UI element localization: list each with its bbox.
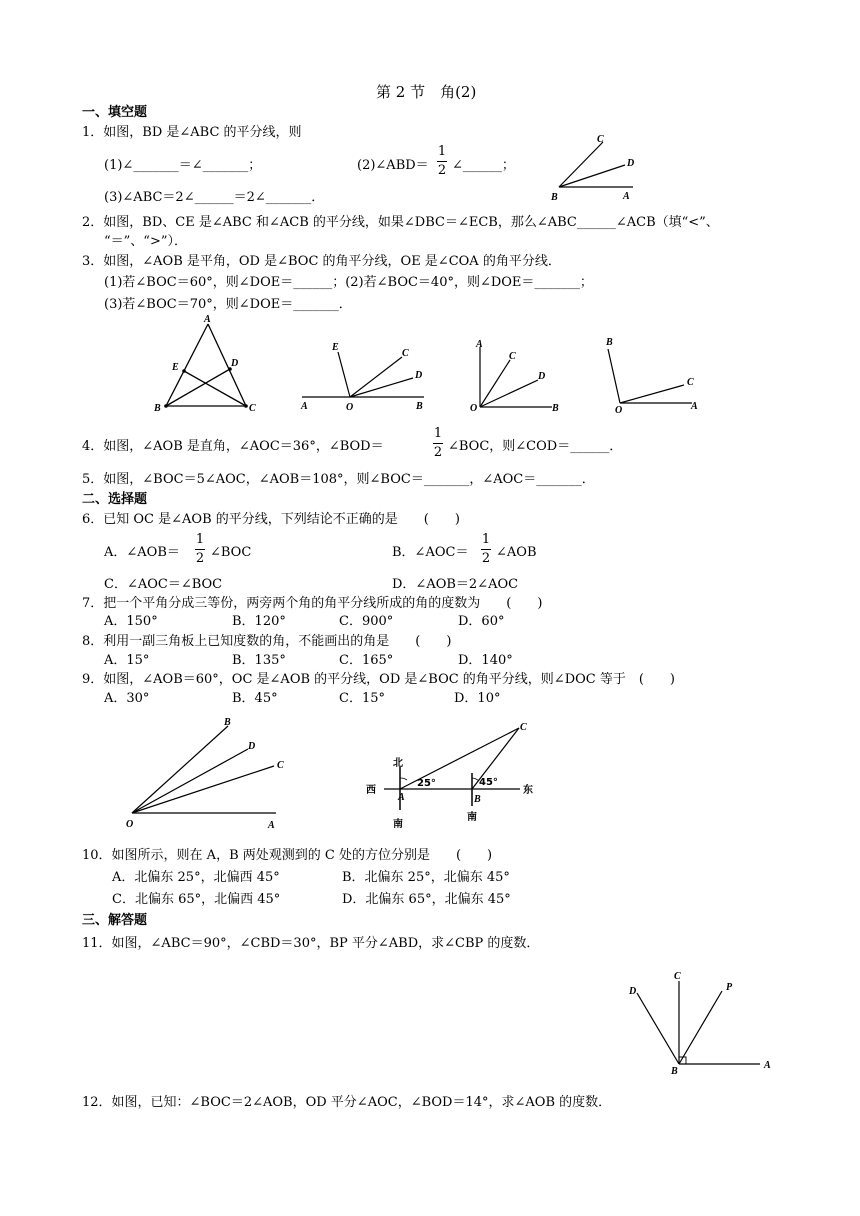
point-label: D [627, 158, 635, 169]
point-label: C [520, 722, 527, 733]
q9-option: D．10° [454, 691, 501, 706]
west-label: 西 [366, 785, 376, 796]
q9-stem: 9．如图，∠AOB＝60°，OC 是∠AOB 的平分线，OD 是∠BOC 的角平分线，则∠DOC 等于 ( ) [82, 672, 675, 687]
q7-option: D．60° [458, 614, 505, 629]
q1-stem: 1．如图，BD 是∠ABC 的平分线，则 [82, 125, 302, 140]
q8-option: C．165° [339, 653, 394, 668]
q1-figure [545, 132, 645, 202]
q5-text: 5．如图，∠BOC＝5∠AOC，∠AOB＝108°，则∠BOC＝_______，∠AOC＝_______． [82, 472, 595, 487]
point-label: B [224, 717, 231, 728]
q9-option: C．15° [339, 691, 385, 706]
q7-option: B．120° [232, 614, 286, 629]
point-label: C [249, 403, 256, 414]
q10-stem: 10．如图所示，则在 A，B 两处观测到的 C 处的方位分别是 ( ) [82, 848, 493, 863]
q10-option-a: A．北偏东 25°，北偏西 45° [112, 870, 280, 885]
point-label: A [268, 820, 275, 831]
q9-figure [124, 714, 294, 834]
right-angle-figure [466, 335, 576, 425]
fraction-numerator: 1 [437, 144, 447, 159]
point-label: C [687, 377, 694, 388]
angle-label-45: 45° [479, 777, 498, 788]
point-label: O [346, 402, 354, 413]
angle-label-25: 25° [417, 778, 436, 789]
point-label: P [726, 982, 733, 993]
point-label: C [277, 760, 284, 771]
point-label: C [597, 134, 604, 145]
east-label: 东 [523, 785, 533, 796]
point-label: O [470, 403, 478, 414]
point-label: O [126, 819, 134, 830]
point-label: D [415, 370, 423, 381]
q6-option-d: D．∠AOB＝2∠AOC [392, 577, 519, 592]
q8-stem: 8．利用一副三角板上已知度数的角，不能画出的角是 ( ) [82, 634, 452, 649]
point-label: A [204, 314, 211, 325]
q7-option: A．150° [104, 614, 158, 629]
fraction-bar [195, 549, 205, 550]
straight-angle-figure [298, 338, 438, 418]
q1-part2a: (2)∠ABD＝ [357, 158, 429, 173]
fraction-bar [481, 549, 491, 550]
q11-figure [622, 968, 782, 1078]
point-label: A [301, 401, 308, 412]
point-label: C [674, 971, 681, 982]
point-label: A [691, 401, 698, 412]
q6-option-a1: A．∠AOB＝ [104, 545, 180, 560]
fraction-denominator: 2 [433, 445, 443, 460]
point-label: E [332, 342, 339, 353]
q10-option-d: D．北偏东 65°，北偏东 45° [342, 892, 511, 907]
q9-option: A．30° [104, 691, 150, 706]
point-label: D [538, 371, 546, 382]
north-label: 北 [393, 758, 403, 769]
q3-line3: (3)若∠BOC＝70°，则∠DOE＝_______． [104, 297, 352, 312]
point-label: B [606, 337, 613, 348]
q12-text: 12．如图，已知：∠BOC＝2∠AOB，OD 平分∠AOC，∠BOD＝14°，求∠AOB 的度数． [82, 1095, 612, 1110]
obtuse-angle-figure [602, 333, 712, 423]
point-label: B [474, 794, 481, 805]
point-label: D [248, 741, 256, 752]
south-label: 南 [467, 812, 477, 823]
south-label: 南 [393, 819, 403, 830]
point-label: A [398, 792, 405, 803]
q2-line2: “＝”、“>”）． [104, 234, 187, 249]
section-solve-heading: 三、解答题 [82, 913, 148, 928]
q6-option-a2: ∠BOC [210, 545, 252, 560]
q6-stem: 6．已知 OC 是∠AOB 的平分线，下列结论不正确的是 ( ) [82, 512, 460, 527]
section-fill-heading: 一、填空题 [82, 105, 148, 120]
q6-option-b1: B．∠AOC＝ [392, 545, 469, 560]
fraction-denominator: 2 [437, 163, 447, 178]
point-label: B [671, 1066, 678, 1077]
point-label: C [402, 348, 409, 359]
point-label: D [629, 986, 637, 997]
q8-option: A．15° [104, 653, 150, 668]
point-label: B [416, 401, 423, 412]
point-label: B [154, 403, 161, 414]
fraction-numerator: 1 [195, 532, 205, 547]
section-choice-heading: 二、选择题 [82, 492, 148, 507]
q7-stem: 7．把一个平角分成三等份，两旁两个角的角平分线所成的角的度数为 ( ) [82, 596, 543, 611]
q3-line2: (1)若∠BOC＝60°，则∠DOE＝______；(2)若∠BOC＝40°，则∠DOE＝_______； [104, 275, 593, 290]
q6-option-c: C．∠AOC＝∠BOC [104, 577, 223, 592]
point-label: A [623, 191, 630, 202]
fraction-bar [433, 443, 443, 444]
q4-part-b: ∠BOC，则∠COD＝______． [448, 439, 623, 454]
point-label: O [615, 405, 623, 416]
point-label: B [551, 192, 558, 203]
point-label: C [509, 351, 516, 362]
q11-text: 11．如图，∠ABC＝90°，∠CBD＝30°，BP 平分∠ABD，求∠CBP 的度数． [82, 936, 540, 951]
point-label: E [172, 362, 179, 373]
q9-option: B．45° [232, 691, 278, 706]
q1-part1: (1)∠_______＝∠_______； [104, 158, 262, 173]
q2-line1: 2．如图，BD、CE 是∠ABC 和∠ACB 的平分线，如果∠DBC＝∠ECB，那么∠ABC______∠ACB（填“<”、 [82, 215, 719, 230]
fraction-numerator: 1 [481, 532, 491, 547]
q1-part3: (3)∠ABC＝2∠______＝2∠_______． [104, 190, 325, 205]
page-title: 第 2 节 角(2) [376, 83, 477, 101]
point-label: A [476, 339, 483, 350]
q1-part2b: ∠______； [452, 158, 515, 173]
point-label: D [231, 358, 239, 369]
q4-part-a: 4．如图，∠AOB 是直角，∠AOC＝36°，∠BOD＝ [82, 439, 384, 454]
fraction-denominator: 2 [481, 551, 491, 566]
triangle-figure [150, 316, 270, 416]
q8-option: D．140° [458, 653, 513, 668]
fraction-bar [437, 161, 447, 162]
fraction-numerator: 1 [433, 426, 443, 441]
point-label: A [764, 1060, 771, 1071]
q8-option: B．135° [232, 653, 286, 668]
q10-option-c: C．北偏东 65°，北偏西 45° [112, 892, 281, 907]
q7-option: C．900° [339, 614, 394, 629]
fraction-denominator: 2 [195, 551, 205, 566]
q3-line1: 3．如图，∠AOB 是平角，OD 是∠BOC 的角平分线，OE 是∠COA 的角平分线． [82, 254, 561, 269]
q6-option-b2: ∠AOB [496, 545, 537, 560]
point-label: B [552, 403, 559, 414]
compass-figure [362, 716, 552, 830]
q10-option-b: B．北偏东 25°，北偏东 45° [342, 870, 510, 885]
